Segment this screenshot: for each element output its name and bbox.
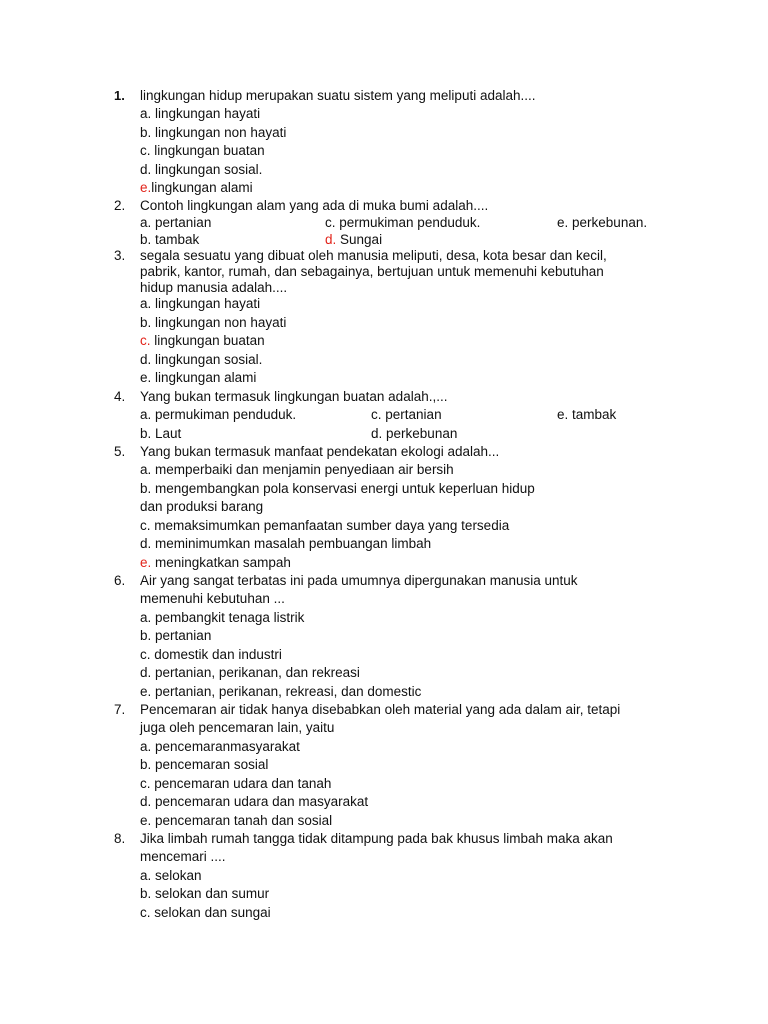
option-letter: a. <box>140 215 152 230</box>
question-number: 5. <box>114 444 126 459</box>
option-letter: a. <box>140 868 152 883</box>
option-d <box>140 665 360 680</box>
question-stem-line: juga oleh pencemaran lain, yaitu <box>140 720 335 735</box>
option-letter: a. <box>140 739 152 754</box>
option-text: lingkungan buatan <box>154 333 265 348</box>
option-text: pertanian <box>155 628 212 643</box>
option-text: permukiman penduduk. <box>155 407 297 422</box>
option-d <box>140 352 262 367</box>
option-a <box>140 215 211 230</box>
option-text: selokan dan sungai <box>154 905 271 920</box>
option-text: lingkungan hayati <box>155 106 261 121</box>
option-letter: e. <box>557 215 569 230</box>
option-letter: b. <box>140 628 152 643</box>
option-letter: a. <box>140 462 152 477</box>
option-letter: d. <box>140 536 152 551</box>
option-a <box>140 610 304 625</box>
option-letter: d. <box>140 794 152 809</box>
option-e <box>557 407 616 422</box>
option-letter: c. <box>140 518 151 533</box>
option-letter: a. <box>140 296 152 311</box>
option-text: lingkungan non hayati <box>155 125 287 140</box>
option-c <box>371 407 442 422</box>
option-text: pertanian, perikanan, rekreasi, dan domestic <box>155 684 422 699</box>
option-b <box>140 628 211 643</box>
option-text: tambak <box>572 407 617 422</box>
option-c <box>140 518 509 533</box>
option-text: lingkungan sosial. <box>155 352 263 367</box>
option-text: lingkungan hayati <box>155 296 261 311</box>
option-c <box>140 905 271 920</box>
option-letter: b. <box>140 315 152 330</box>
option-text: Sungai <box>340 232 383 247</box>
option-e <box>557 215 647 230</box>
option-letter: b. <box>140 426 152 441</box>
option-letter: c. <box>140 647 151 662</box>
question-stem-line: hidup manusia adalah.... <box>140 280 288 295</box>
option-text: pertanian <box>385 407 442 422</box>
option-letter: e. <box>140 813 152 828</box>
option-letter: a. <box>140 106 152 121</box>
option-letter: e. <box>140 684 152 699</box>
option-text: memperbaiki dan menjamin penyediaan air bersih <box>155 462 454 477</box>
option-text: selokan <box>155 868 202 883</box>
option-e <box>140 684 421 699</box>
option-text: meminimumkan masalah pembuangan limbah <box>155 536 432 551</box>
option-text: lingkungan non hayati <box>155 315 287 330</box>
answer-mark: c. <box>140 333 151 348</box>
option-text: pencemaranmasyarakat <box>155 739 300 754</box>
option-text: lingkungan buatan <box>154 143 265 158</box>
option-d <box>140 536 431 551</box>
option-letter: a. <box>140 610 152 625</box>
option-letter: b. <box>140 232 152 247</box>
option-a <box>140 739 300 754</box>
option-b <box>140 125 286 140</box>
option-text: perkebunan. <box>572 215 648 230</box>
option-letter: b. <box>140 757 152 772</box>
option-e <box>140 813 332 828</box>
option-text: tambak <box>155 232 200 247</box>
option-letter: c. <box>325 215 336 230</box>
option-letter: d. <box>140 665 152 680</box>
option-text: memaksimumkan pemanfaatan sumber daya yang tersedia <box>154 518 510 533</box>
option-d <box>325 232 382 247</box>
option-text: Laut <box>155 426 182 441</box>
question-stem: Yang bukan termasuk manfaat pendekatan ekologi adalah... <box>140 444 500 459</box>
option-d <box>140 162 262 177</box>
question-number: 1. <box>114 88 125 103</box>
option-c <box>140 776 331 791</box>
question-stem-line: Pencemaran air tidak hanya disebabkan oleh material yang ada dalam air, tetapi <box>140 702 621 717</box>
option-text: meningkatkan sampah <box>155 555 291 570</box>
answer-mark: e. <box>140 180 152 195</box>
option-e <box>140 180 253 195</box>
option-a <box>140 462 454 477</box>
option-text: pencemaran tanah dan sosial <box>155 813 333 828</box>
question-stem-line: segala sesuatu yang dibuat oleh manusia meliputi, desa, kota besar dan kecil, <box>140 248 607 263</box>
question-number: 4. <box>114 389 126 404</box>
answer-mark: d. <box>325 232 337 247</box>
option-text: mengembangkan pola konservasi energi untuk keperluan hidup <box>155 481 535 496</box>
option-letter: c. <box>140 776 151 791</box>
option-letter: e. <box>557 407 569 422</box>
answer-mark: e. <box>140 555 152 570</box>
question-stem-line: Jika limbah rumah tangga tidak ditampung pada bak khusus limbah maka akan <box>140 831 613 846</box>
option-letter: a. <box>140 407 152 422</box>
option-text: pembangkit tenaga listrik <box>155 610 305 625</box>
option-letter: b. <box>140 125 152 140</box>
question-number: 7. <box>114 702 126 717</box>
question-number: 2. <box>114 198 126 213</box>
option-b <box>140 426 181 441</box>
question-stem-line: mencemari .... <box>140 849 226 864</box>
option-text: pencemaran udara dan tanah <box>154 776 332 791</box>
option-c <box>325 215 480 230</box>
option-a <box>140 407 296 422</box>
option-letter: c. <box>140 143 151 158</box>
option-text: pencemaran sosial <box>155 757 269 772</box>
question-stem: lingkungan hidup merupakan suatu sistem yang meliputi adalah.... <box>140 88 536 103</box>
option-c <box>140 143 265 158</box>
option-text: perkebunan <box>386 426 458 441</box>
question-number: 3. <box>114 248 126 263</box>
option-text: permukiman penduduk. <box>339 215 481 230</box>
option-b <box>140 886 269 901</box>
option-text: pertanian <box>155 215 212 230</box>
option-d <box>371 426 457 441</box>
option-text: selokan dan sumur <box>155 886 270 901</box>
option-a <box>140 106 260 121</box>
option-b <box>140 232 199 247</box>
option-b <box>140 757 268 772</box>
option-letter: b. <box>140 481 152 496</box>
question-number: 6. <box>114 573 126 588</box>
option-b-continuation: dan produksi barang <box>140 499 264 514</box>
option-c <box>140 647 282 662</box>
option-b <box>140 481 535 496</box>
option-text: domestik dan industri <box>154 647 282 662</box>
option-d <box>140 794 368 809</box>
option-letter: b. <box>140 886 152 901</box>
option-a <box>140 868 202 883</box>
question-stem-line: memenuhi kebutuhan ... <box>140 591 285 606</box>
question-number: 8. <box>114 831 126 846</box>
option-letter: d. <box>140 352 152 367</box>
option-letter: c. <box>140 905 151 920</box>
option-letter: e. <box>140 370 152 385</box>
option-c <box>140 333 265 348</box>
option-text: lingkungan alami <box>155 370 257 385</box>
option-text: pencemaran udara dan masyarakat <box>155 794 369 809</box>
question-stem: Contoh lingkungan alam yang ada di muka bumi adalah.... <box>140 198 489 213</box>
question-stem-line: Air yang sangat terbatas ini pada umumnya dipergunakan manusia untuk <box>140 573 578 588</box>
question-stem: Yang bukan termasuk lingkungan buatan adalah.,... <box>140 389 448 404</box>
option-text: lingkungan sosial. <box>155 162 263 177</box>
option-e <box>140 370 256 385</box>
option-text: lingkungan alami <box>151 180 253 195</box>
option-e <box>140 555 291 570</box>
option-text: pertanian, perikanan, dan rekreasi <box>155 665 360 680</box>
option-letter: d. <box>371 426 383 441</box>
option-a <box>140 296 260 311</box>
option-letter: c. <box>371 407 382 422</box>
option-b <box>140 315 286 330</box>
option-letter: d. <box>140 162 152 177</box>
question-stem-line: pabrik, kantor, rumah, dan sebagainya, bertujuan untuk memenuhi kebutuhan <box>140 264 604 279</box>
